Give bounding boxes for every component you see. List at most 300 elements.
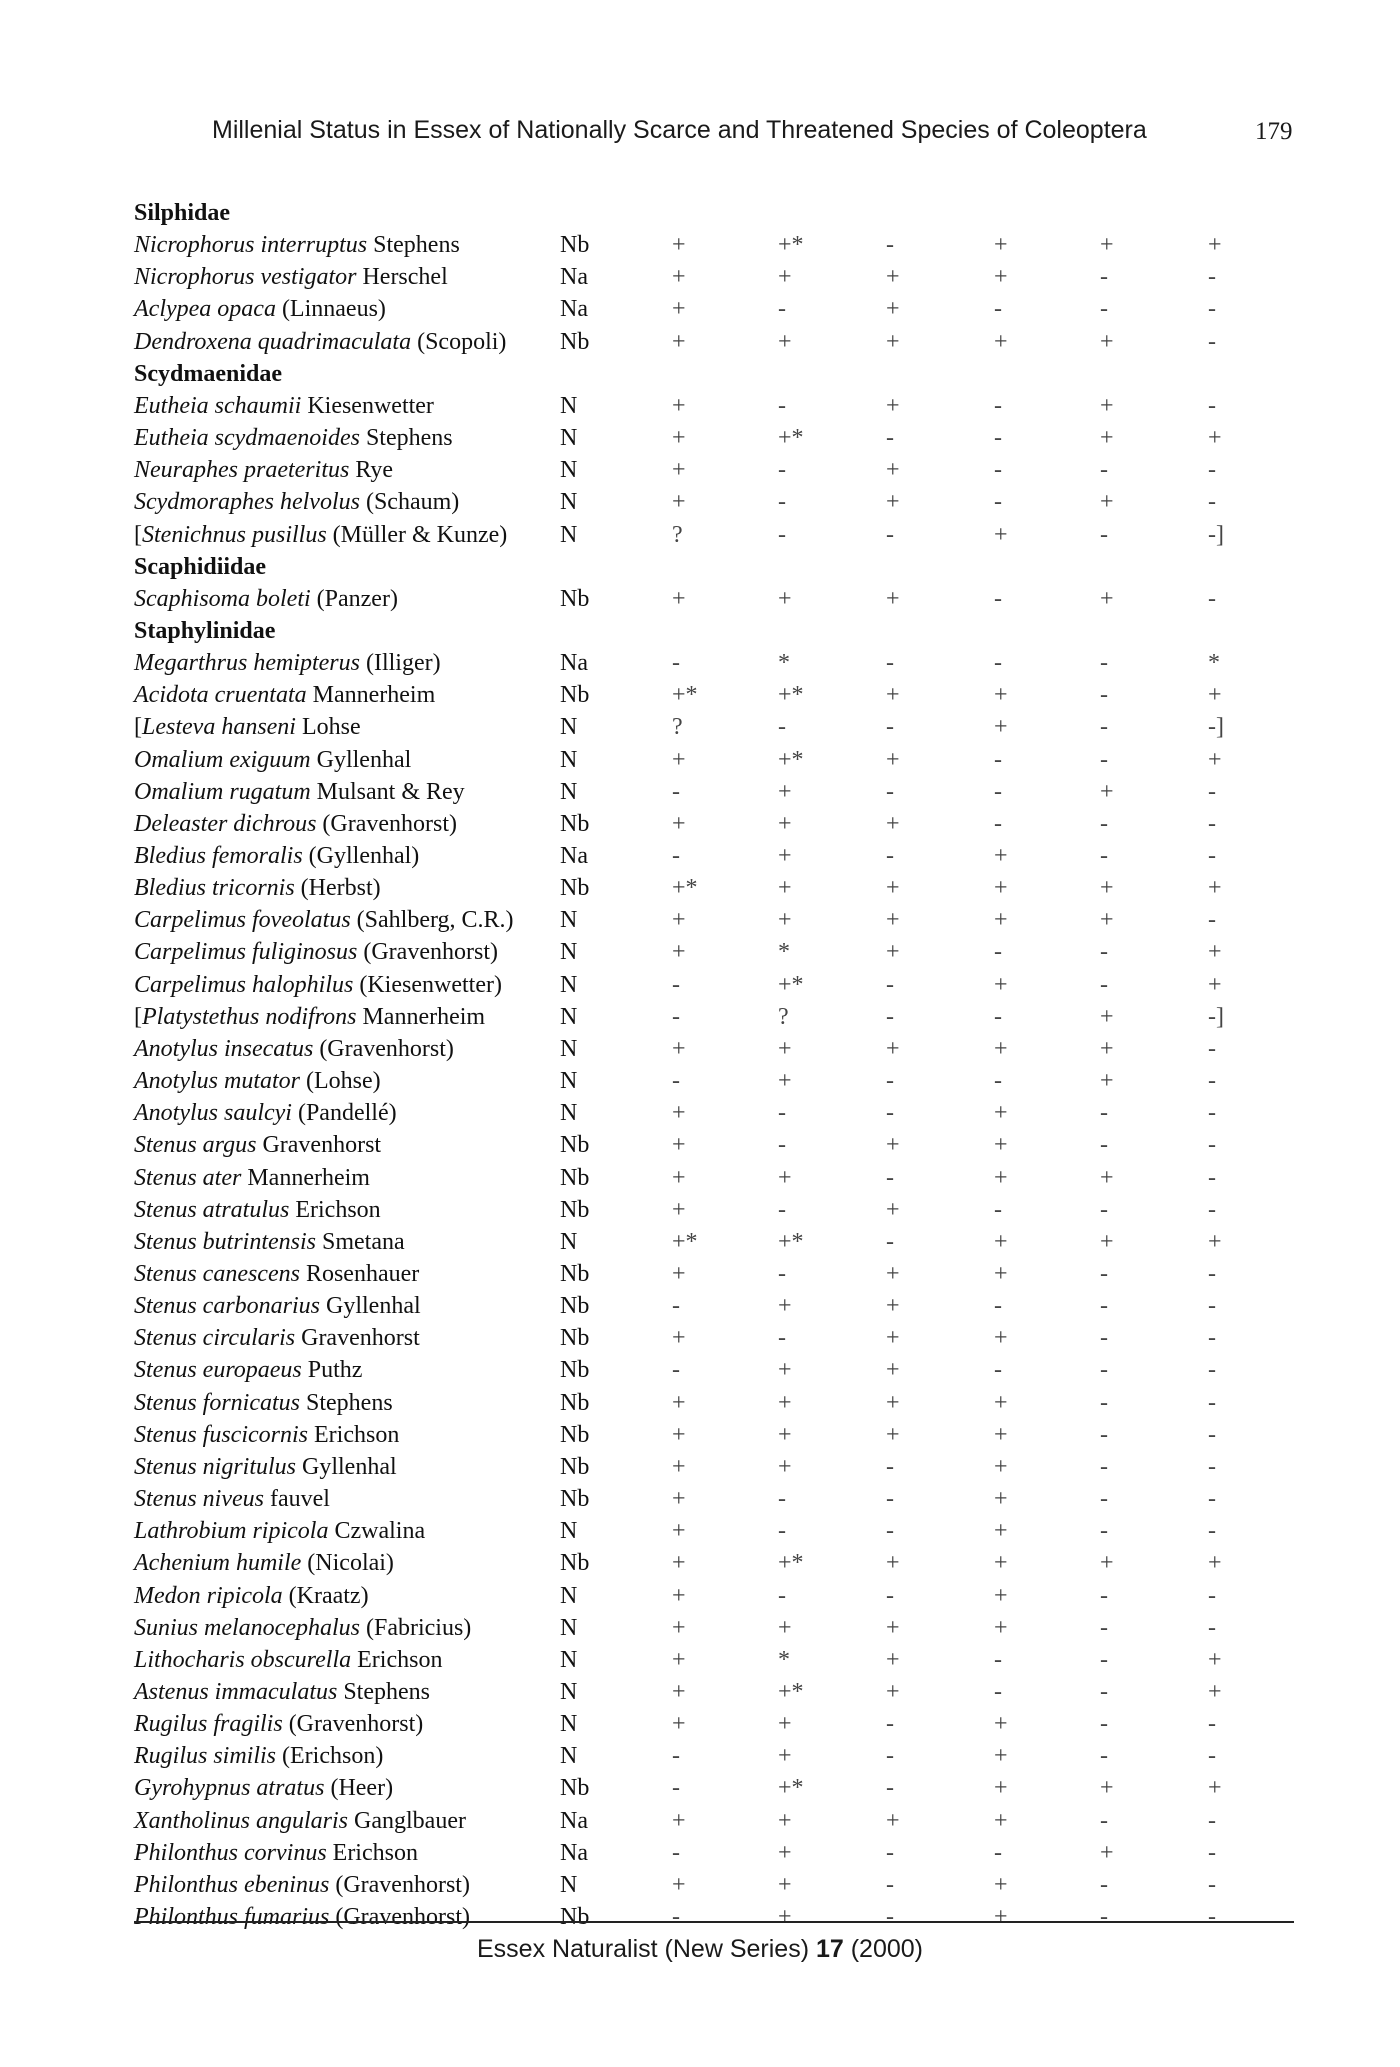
species-row (0, 1452, 1400, 1482)
record-mark: - (1100, 457, 1108, 484)
species-name (134, 391, 434, 421)
record-mark: - (994, 1646, 1002, 1673)
species-binomial: Medon ripicola (134, 1582, 283, 1609)
species-binomial: Rugilus fragilis (134, 1711, 283, 1737)
species-author: Rosenhauer (299, 1261, 420, 1287)
record-mark: - (886, 1164, 894, 1191)
record-mark: - (1100, 1486, 1108, 1512)
record-mark: - (1100, 1903, 1108, 1930)
record-mark: + (672, 810, 686, 837)
species-row (0, 584, 1400, 614)
record-mark: + (672, 457, 686, 484)
page-header-title: Millenial Status in Essex of Nationally Scarce and Threatened Species of Coleoptera (212, 116, 1147, 144)
status-code: N (560, 1743, 578, 1770)
species-name (134, 1484, 330, 1514)
status-code: N (560, 457, 578, 484)
record-mark: + (994, 521, 1008, 548)
record-mark: + (1100, 585, 1114, 612)
species-name (134, 873, 381, 903)
record-mark: +* (778, 746, 804, 773)
record-mark: + (994, 1871, 1008, 1898)
record-mark: + (886, 1357, 900, 1384)
record-mark: - (994, 746, 1002, 773)
species-row (0, 1613, 1400, 1643)
species-row (0, 1130, 1400, 1160)
record-mark: +* (778, 1678, 804, 1705)
record-mark: + (994, 1421, 1008, 1448)
page-number: 179 (1255, 118, 1293, 145)
species-author: Gravenhorst (256, 1132, 382, 1159)
record-mark: +* (672, 875, 698, 902)
species-binomial: Anotylus insecatus (134, 1035, 314, 1062)
footer-volume: 17 (815, 1935, 844, 1963)
species-binomial: Stenus carbonarius (134, 1293, 320, 1320)
status-code: Nb (560, 1357, 590, 1384)
record-mark: - (994, 296, 1002, 323)
record-mark: + (778, 907, 792, 934)
record-mark: + (672, 585, 686, 612)
record-mark: + (994, 971, 1008, 998)
record-mark: + (672, 1871, 686, 1898)
species-name (134, 455, 393, 485)
record-mark: + (886, 1261, 900, 1287)
record-mark: - (994, 1678, 1002, 1705)
species-binomial: Neuraphes praeteritus (134, 457, 350, 484)
family-heading: Staphylinidae (134, 618, 276, 644)
record-mark: - (1208, 585, 1216, 612)
status-code: N (560, 1582, 578, 1609)
record-mark: + (1100, 1164, 1114, 1191)
record-mark: - (778, 392, 786, 419)
species-row (0, 262, 1400, 292)
species-name (134, 680, 435, 710)
record-mark: + (886, 1293, 900, 1320)
record-mark: + (1208, 1775, 1222, 1802)
species-author: Erichson (326, 1839, 418, 1866)
record-mark: + (994, 1325, 1008, 1352)
family-heading: Scydmaenidae (134, 360, 283, 387)
record-mark: - (1208, 392, 1216, 419)
record-mark: + (994, 232, 1008, 259)
species-row (0, 873, 1400, 903)
record-mark: - (1100, 810, 1108, 837)
record-mark: - (1208, 1421, 1216, 1448)
record-mark: ? (672, 714, 683, 741)
record-mark: - (672, 971, 680, 998)
record-mark: + (994, 682, 1008, 709)
species-binomial: Achenium humile (134, 1550, 302, 1577)
record-mark: - (886, 1775, 894, 1802)
record-mark: - (886, 714, 894, 741)
status-code: Nb (560, 1164, 590, 1191)
species-row (0, 1323, 1400, 1353)
species-author: (Müller & Kunze) (326, 521, 508, 548)
record-mark: +* (672, 682, 698, 709)
record-mark: - (994, 457, 1002, 484)
record-mark: - (672, 1839, 680, 1866)
record-mark: * (1208, 650, 1220, 677)
status-code: N (560, 521, 578, 548)
record-mark: - (994, 939, 1002, 966)
species-row (0, 905, 1400, 935)
status-code: Nb (560, 875, 590, 902)
record-mark: - (1100, 1325, 1108, 1352)
record-mark: + (886, 1035, 900, 1062)
species-name (134, 809, 457, 839)
species-author: (Kiesenwetter) (353, 971, 502, 998)
record-mark: - (1208, 296, 1216, 323)
species-row (0, 1516, 1400, 1546)
species-name (134, 712, 361, 742)
status-code: Nb (560, 585, 590, 612)
species-name (134, 1034, 454, 1064)
record-mark: + (778, 1743, 792, 1770)
record-mark: + (886, 264, 900, 291)
record-mark: - (994, 489, 1002, 516)
record-mark: - (672, 1775, 680, 1802)
record-mark: - (1100, 1871, 1108, 1898)
record-mark: - (1208, 1164, 1216, 1191)
record-mark: + (994, 264, 1008, 291)
record-mark: - (886, 971, 894, 998)
species-name (134, 841, 419, 871)
species-name (134, 1613, 471, 1643)
species-binomial: Stenus circularis (134, 1325, 296, 1352)
species-binomial: Lithocharis obscurella (134, 1646, 352, 1673)
species-author: (Lohse) (300, 1068, 381, 1094)
record-mark: - (1208, 1196, 1216, 1223)
record-mark: + (672, 1325, 686, 1352)
record-mark: + (778, 1164, 792, 1191)
species-row (0, 487, 1400, 517)
species-author: Czwalina (328, 1518, 426, 1545)
species-binomial: Omalium rugatum (134, 778, 311, 805)
species-row (0, 1806, 1400, 1836)
species-binomial: Lathrobium ripicola (134, 1518, 329, 1545)
species-binomial: Stenus atratulus (134, 1196, 290, 1223)
species-binomial: Lesteva hanseni (142, 714, 296, 741)
species-binomial: Carpelimus fuliginosus (134, 939, 358, 966)
record-mark: + (672, 1196, 686, 1223)
species-name (134, 584, 398, 614)
record-mark: + (994, 1132, 1008, 1159)
species-name (134, 487, 459, 517)
species-author: Erichson (289, 1196, 381, 1223)
status-code: N (560, 971, 578, 998)
record-mark: + (778, 1807, 792, 1834)
record-mark: + (1208, 1228, 1222, 1255)
species-name (134, 1741, 383, 1771)
record-mark: + (1100, 1775, 1114, 1802)
status-code: N (560, 1100, 578, 1127)
species-binomial: Stenus niveus (134, 1486, 264, 1512)
species-row (0, 1098, 1400, 1128)
record-mark: - (1208, 1839, 1216, 1866)
record-mark: - (1208, 489, 1216, 516)
record-mark: + (672, 489, 686, 516)
record-mark: - (994, 1839, 1002, 1866)
species-author: Stephens (300, 1389, 393, 1416)
record-mark: - (1100, 971, 1108, 998)
record-mark: * (778, 650, 790, 677)
species-binomial: Eutheia schaumii (134, 392, 302, 419)
species-name (134, 970, 502, 1000)
species-author: Erichson (308, 1421, 400, 1448)
species-row (0, 1484, 1400, 1514)
species-binomial: Philonthus fumarius (134, 1903, 330, 1930)
species-row (0, 648, 1400, 678)
record-mark: - (1208, 810, 1216, 837)
record-mark: + (886, 1421, 900, 1448)
record-mark: + (1100, 1550, 1114, 1577)
record-mark: - (886, 1582, 894, 1609)
record-mark: - (1208, 1871, 1216, 1898)
species-author: (Heer) (324, 1775, 394, 1802)
record-mark: - (1208, 1068, 1216, 1094)
record-mark: - (1208, 1325, 1216, 1352)
species-binomial: Stenus fornicatus (134, 1389, 300, 1416)
status-code: N (560, 1871, 578, 1898)
species-name (134, 1838, 418, 1868)
record-mark: -] (1208, 521, 1224, 548)
record-mark: + (778, 1903, 792, 1930)
species-name (134, 1066, 381, 1096)
status-code: Nb (560, 1453, 590, 1480)
species-author: (Linnaeus) (275, 296, 386, 323)
species-name (134, 423, 453, 453)
record-mark: +* (778, 232, 804, 259)
record-mark: - (886, 1003, 894, 1030)
record-mark: - (994, 1293, 1002, 1320)
record-mark: - (886, 1743, 894, 1770)
record-mark: - (1208, 1486, 1216, 1512)
record-mark: + (778, 328, 792, 355)
species-binomial: Bledius tricornis (134, 875, 295, 902)
record-mark: + (672, 264, 686, 291)
status-code: Nb (560, 1132, 590, 1159)
record-mark: - (1208, 1807, 1216, 1834)
status-code: Nb (560, 232, 590, 259)
species-name (134, 1355, 362, 1385)
record-mark: - (1100, 1132, 1108, 1159)
record-mark: - (1100, 1646, 1108, 1673)
status-code: N (560, 746, 578, 773)
record-mark: - (886, 1903, 894, 1930)
record-mark: + (1208, 1678, 1222, 1705)
record-mark: + (886, 875, 900, 902)
species-name (134, 1227, 405, 1257)
status-code: N (560, 1003, 578, 1030)
species-name (134, 937, 498, 967)
species-row (0, 1034, 1400, 1064)
status-code: Na (560, 843, 588, 869)
record-mark: + (994, 1035, 1008, 1062)
record-mark: + (994, 1711, 1008, 1737)
record-mark: + (994, 1486, 1008, 1512)
record-mark: - (1100, 1196, 1108, 1223)
species-row (0, 327, 1400, 357)
record-mark: + (778, 1421, 792, 1448)
record-mark: - (1208, 1582, 1216, 1609)
status-code: Nb (560, 1775, 590, 1802)
species-name (134, 1645, 442, 1675)
record-mark: + (1100, 232, 1114, 259)
record-mark: + (886, 1807, 900, 1834)
record-mark: + (1100, 425, 1114, 451)
species-author: (Gravenhorst) (313, 1035, 454, 1062)
record-mark: + (778, 875, 792, 902)
record-mark: - (778, 1100, 786, 1127)
record-mark: + (778, 1357, 792, 1384)
record-mark: - (1100, 714, 1108, 741)
record-mark: - (1100, 1389, 1108, 1416)
species-binomial: Platystethus nodifrons (142, 1003, 357, 1030)
record-mark: + (672, 328, 686, 355)
species-name (134, 1902, 470, 1932)
record-mark: - (1208, 1711, 1216, 1737)
species-author: (Gravenhorst) (329, 1903, 470, 1930)
record-mark: +* (778, 1228, 804, 1255)
record-mark: + (778, 1293, 792, 1320)
species-binomial: Nicrophorus vestigator (134, 264, 357, 291)
record-mark: + (994, 1582, 1008, 1609)
record-mark: + (672, 1807, 686, 1834)
species-row (0, 1420, 1400, 1450)
record-mark: + (778, 1711, 792, 1737)
record-mark: + (672, 1486, 686, 1512)
record-mark: - (1208, 1903, 1216, 1930)
status-code: Na (560, 650, 588, 677)
record-mark: + (778, 1453, 792, 1480)
species-row (0, 970, 1400, 1000)
record-mark: + (1100, 1228, 1114, 1255)
record-mark: - (994, 392, 1002, 419)
species-row (0, 1227, 1400, 1257)
record-mark: + (994, 1775, 1008, 1802)
record-mark: - (1208, 1100, 1216, 1127)
species-author: Ganglbauer (348, 1807, 466, 1834)
record-mark: + (672, 1582, 686, 1609)
record-mark: - (1208, 1293, 1216, 1320)
record-mark: - (1100, 1100, 1108, 1127)
record-mark: + (994, 1389, 1008, 1416)
status-code: Nb (560, 1196, 590, 1223)
uncertain-bracket: [ (134, 714, 142, 741)
species-binomial: Gyrohypnus atratus (134, 1775, 325, 1802)
record-mark: - (778, 521, 786, 548)
record-mark: + (994, 843, 1008, 869)
record-mark: - (778, 457, 786, 484)
record-mark: - (672, 778, 680, 805)
record-mark: + (672, 1550, 686, 1577)
species-author: Mannerheim (306, 682, 436, 709)
species-row (0, 1838, 1400, 1868)
record-mark: - (1100, 1261, 1108, 1287)
species-row (0, 1581, 1400, 1611)
record-mark: + (886, 296, 900, 323)
species-binomial: Omalium exiguum (134, 746, 311, 773)
record-mark: + (886, 1132, 900, 1159)
record-mark: - (1100, 1678, 1108, 1705)
species-name (134, 1677, 430, 1707)
record-mark: - (994, 810, 1002, 837)
record-mark: + (994, 907, 1008, 934)
record-mark: + (778, 264, 792, 291)
species-author: Mannerheim (356, 1003, 486, 1030)
record-mark: + (1208, 746, 1222, 773)
record-mark: + (886, 457, 900, 484)
status-code: Na (560, 264, 588, 291)
record-mark: - (994, 425, 1002, 451)
species-row (0, 1709, 1400, 1739)
record-mark: - (1208, 264, 1216, 291)
species-binomial: Philonthus corvinus (134, 1839, 327, 1866)
record-mark: + (1100, 778, 1114, 805)
species-author: (Gravenhorst) (316, 810, 458, 837)
record-mark: - (1100, 1711, 1108, 1737)
record-mark: - (994, 1357, 1002, 1384)
species-binomial: Dendroxena quadrimaculata (134, 328, 412, 355)
status-code: N (560, 907, 578, 934)
record-mark: + (672, 1711, 686, 1737)
record-mark: -] (1208, 714, 1224, 741)
record-mark: - (1208, 778, 1216, 805)
record-mark: - (994, 585, 1002, 612)
species-author: (Sahlberg, C.R.) (350, 907, 514, 934)
species-row (0, 1870, 1400, 1900)
status-code: N (560, 1228, 578, 1255)
species-name (134, 230, 460, 260)
record-mark: + (886, 1678, 900, 1705)
record-mark: + (994, 1453, 1008, 1480)
species-author: Herschel (356, 264, 448, 291)
record-mark: + (672, 1389, 686, 1416)
record-mark: - (672, 1903, 680, 1930)
status-code: N (560, 392, 578, 419)
species-author: Lohse (295, 714, 361, 741)
status-code: Nb (560, 810, 590, 837)
species-row (0, 712, 1400, 742)
record-mark: + (886, 1614, 900, 1641)
species-name (134, 1195, 381, 1225)
species-row (0, 1002, 1400, 1032)
species-author: (Gravenhorst) (282, 1711, 424, 1737)
species-binomial: Nicrophorus interruptus (134, 232, 368, 259)
record-mark: - (886, 778, 894, 805)
status-code: Nb (560, 1550, 590, 1577)
record-mark: - (1100, 521, 1108, 548)
record-mark: - (1100, 1293, 1108, 1320)
footer-journal: Essex Naturalist (New Series) (476, 1935, 816, 1963)
species-author: Mannerheim (241, 1164, 370, 1191)
record-mark: - (1100, 264, 1108, 291)
record-mark: - (1208, 457, 1216, 484)
record-mark: + (994, 1550, 1008, 1577)
species-binomial: Stenus nigritulus (134, 1453, 297, 1480)
status-code: N (560, 1678, 578, 1705)
species-row (0, 1355, 1400, 1385)
record-mark: + (1208, 425, 1222, 451)
record-mark: + (672, 1518, 686, 1545)
status-code: N (560, 939, 578, 966)
species-author: (Gyllenhal) (302, 843, 420, 869)
record-mark: + (886, 1550, 900, 1577)
family-heading-row (0, 198, 1400, 228)
record-mark: + (1100, 1003, 1114, 1030)
species-row (0, 1066, 1400, 1096)
species-name (134, 1870, 470, 1900)
species-name (134, 1548, 394, 1578)
